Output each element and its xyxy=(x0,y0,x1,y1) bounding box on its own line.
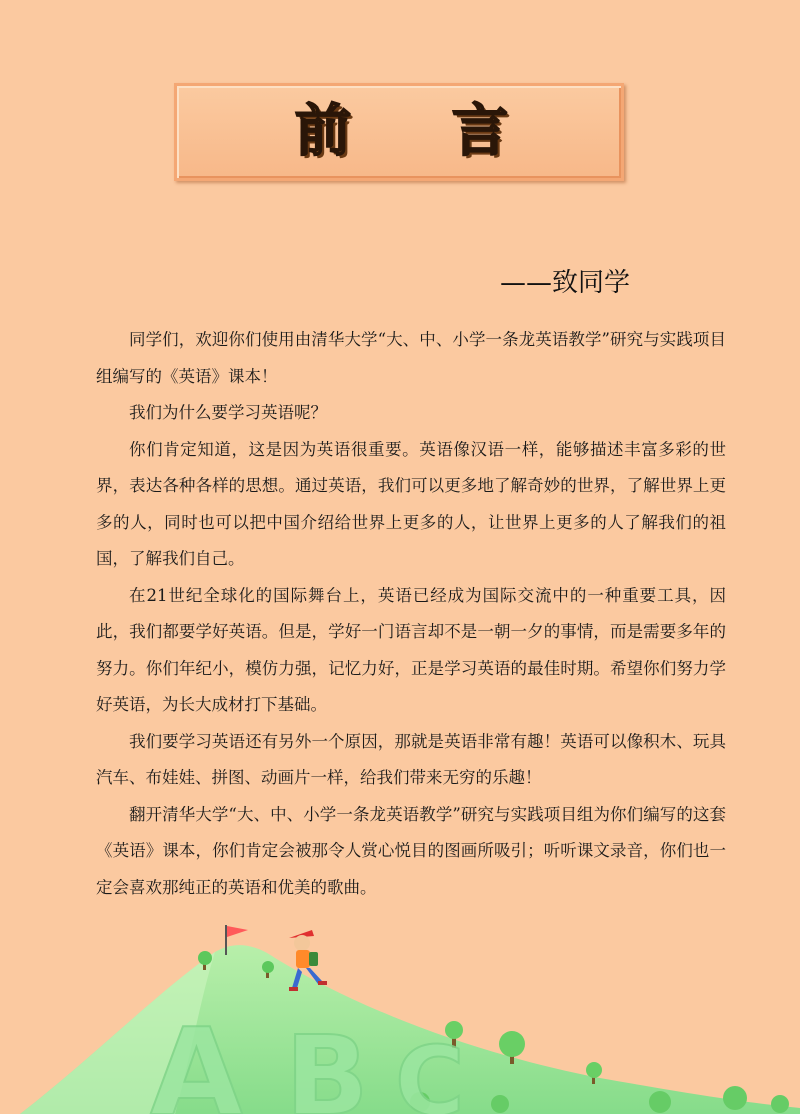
bush xyxy=(491,1095,509,1113)
bush xyxy=(649,1091,671,1113)
title-char-2: 言 xyxy=(452,99,508,164)
hill-illustration xyxy=(0,880,800,1114)
paragraph-2: 我们为什么要学习英语呢？ xyxy=(129,403,327,422)
letter-a: A xyxy=(150,1004,243,1114)
paragraph-5: 我们要学习英语还有另外一个原因，那就是英语非常有趣！英语可以像积木、玩具汽车、布娃娃、拼图、动画片一样，给我们带来无穷的乐趣！ xyxy=(96,731,726,787)
letter-b: B xyxy=(285,1012,369,1114)
paragraph-3: 你们肯定知道，这是因为英语很重要。英语像汉语一样，能够描述丰富多彩的世界，表达各种各样的思想。通过英语，我们可以更多地了解奇妙的世界，了解世界上更多的人，同时也可以把中国介绍给世界上更多的人，让世界上更多的人了解我们的祖国，了解我们自己。 xyxy=(96,439,726,568)
letter-c: C xyxy=(395,1027,465,1114)
paragraph-1: 同学们，欢迎你们使用由清华大学“大、中、小学一条龙英语教学”研究与实践项目组编写的《英语》课本！ xyxy=(96,330,726,386)
title-banner xyxy=(174,83,624,181)
paragraph-4: 在21世纪全球化的国际舞台上，英语已经成为国际交流中的一种重要工具，因此，我们都要学好英语。但是，学好一门语言却不是一朝一夕的事情，而是需要多年的努力。你们年纪小，模仿力强，记忆力好，正是学习英语的最佳时期。希望你们努力学好英语，为长大成材打下基础。 xyxy=(96,585,726,714)
preface-body xyxy=(96,322,726,906)
bush xyxy=(771,1095,789,1113)
title-char-1: 前 xyxy=(295,99,351,164)
paragraph-6: 翻开清华大学“大、中、小学一条龙英语教学”研究与实践项目组为你们编写的这套《英语》课本，你们肯定会被那令人赏心悦目的图画所吸引；听听课文录音，你们也一定会喜欢那纯正的英语和优美的歌曲。 xyxy=(96,804,726,897)
subtitle: ——致同学 xyxy=(500,268,631,298)
bush xyxy=(723,1086,747,1110)
